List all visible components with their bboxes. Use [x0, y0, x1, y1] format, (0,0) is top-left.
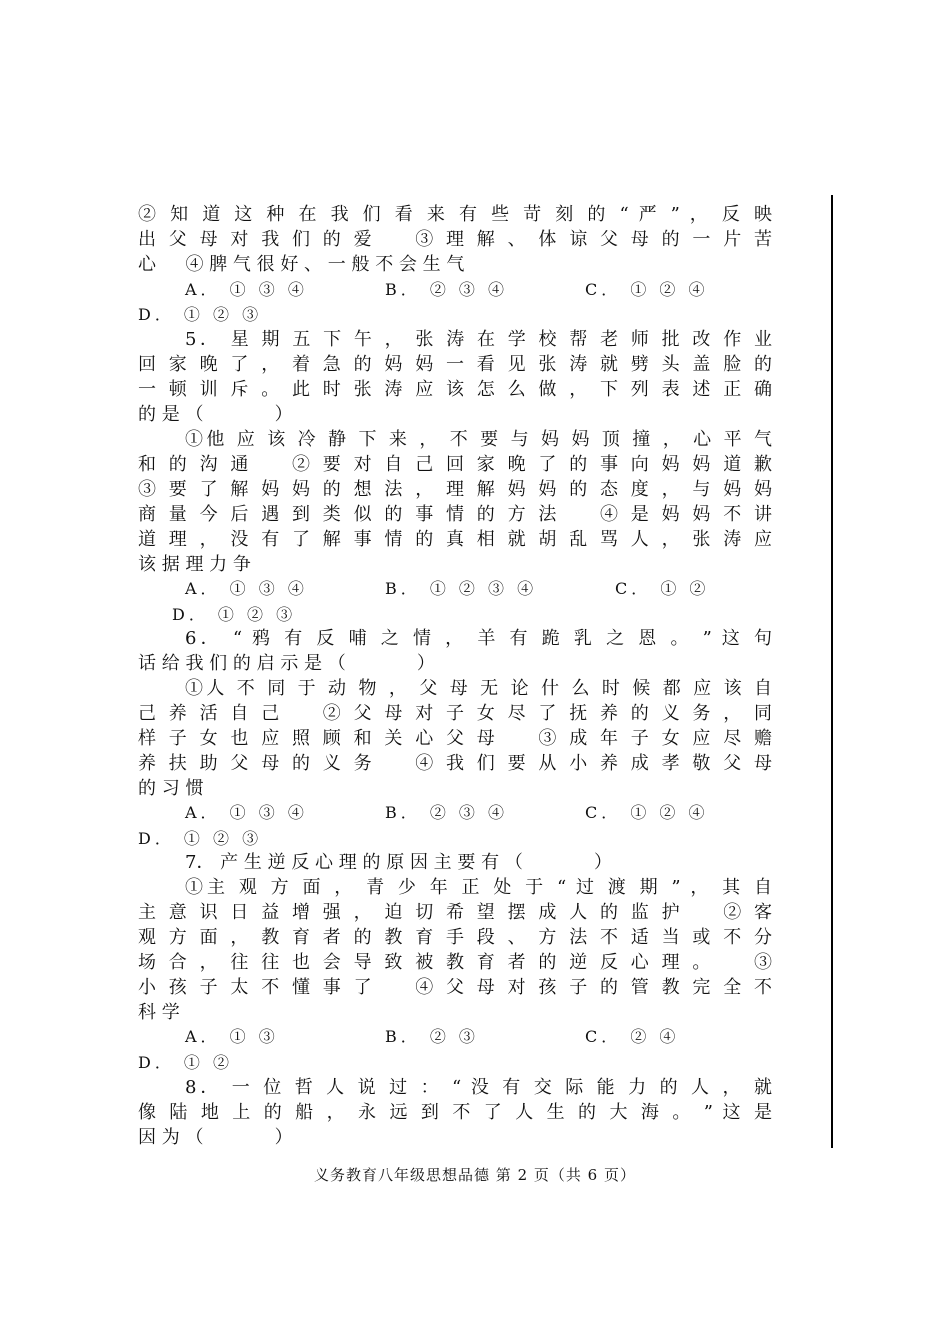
q6-statement-line: ①人 不 同 于 动 物 ， 父 母 无 论 什 么 时 候 都 应 该 自 — [185, 678, 772, 699]
option-d: D． ① ② — [138, 1053, 234, 1072]
q4-options — [185, 277, 785, 302]
q7-statement-line: 场 合 ， 往 往 也 会 导 致 被 教 育 者 的 逆 反 心 理 。 ③ — [138, 952, 772, 973]
q5-statement-line: 商 量 今 后 遇 到 类 似 的 事 情 的 方 法 ④ 是 妈 妈 不 讲 — [138, 504, 772, 525]
q4-statement-line: 出 父 母 对 我 们 的 爱 ③ 理 解 、 体 谅 父 母 的 一 片 苦 — [138, 229, 772, 250]
option-c: C． ① ② ④ — [585, 280, 709, 299]
q5-stem-line: 的 是 （ ） — [138, 404, 293, 425]
option-d: D． ① ② ③ — [138, 829, 263, 848]
option-a: A． ① ③ ④ — [185, 280, 308, 299]
q6-options — [185, 800, 785, 825]
option-a: A． ① ③ ④ — [185, 579, 308, 598]
q6-stem-line: 话 给 我 们 的 启 示 是 （ ） — [138, 653, 435, 674]
q5-statement-line: ①他 应 该 冷 静 下 来 ， 不 要 与 妈 妈 顶 撞 ， 心 平 气 — [185, 429, 772, 450]
q6-statement-line: 的 习 惯 — [138, 778, 204, 799]
q7-statement-line: 科 学 — [138, 1002, 180, 1023]
option-a: A． ① ③ — [185, 1027, 279, 1046]
q4-statement-line: 心 ④ 脾 气 很 好 、 一 般 不 会 生 气 — [138, 254, 465, 275]
q7-statement-line: 小 孩 子 太 不 懂 事 了 ④ 父 母 对 孩 子 的 管 教 完 全 不 — [138, 977, 772, 998]
q6-statement-line: 己 养 活 自 己 ② 父 母 对 子 女 尽 了 抚 养 的 义 务 ， 同 — [138, 703, 772, 724]
option-b: B． ② ③ ④ — [385, 280, 509, 299]
q5-statement-line: 道 理 ， 没 有 了 解 事 情 的 真 相 就 胡 乱 骂 人 ， 张 涛 应 — [138, 529, 772, 550]
q8-stem-line: 因 为 （ ） — [138, 1127, 293, 1148]
q5-statement-line: 该 据 理 力 争 — [138, 554, 251, 575]
q6-statement-line: 养 扶 助 父 母 的 义 务 ④ 我 们 要 从 小 养 成 孝 敬 父 母 — [138, 753, 772, 774]
q8-stem-line: 像 陆 地 上 的 船 ， 永 远 到 不 了 人 生 的 大 海 。 ” 这 是 — [138, 1102, 772, 1123]
q8-stem-line: 8． 一 位 哲 人 说 过 ： “ 没 有 交 际 能 力 的 人 ， 就 — [185, 1077, 772, 1098]
q7-statement-line: 观 方 面 ， 教 育 者 的 教 育 手 段 、 方 法 不 适 当 或 不 分 — [138, 927, 772, 948]
q7-options — [185, 1024, 785, 1049]
q7-stem-line: 7． 产 生 逆 反 心 理 的 原 因 主 要 有 （ ） — [185, 852, 612, 873]
option-b: B． ② ③ — [385, 1027, 479, 1046]
q5-stem-line: 回 家 晚 了 ， 着 急 的 妈 妈 一 看 见 张 涛 就 劈 头 盖 脸 的 — [138, 354, 772, 375]
option-d: D． ① ② ③ — [138, 305, 263, 324]
option-b: B． ② ③ ④ — [385, 803, 509, 822]
option-d: D． ① ② ③ — [172, 605, 297, 624]
q5-statement-line: 和 的 沟 通 ② 要 对 自 己 回 家 晚 了 的 事 向 妈 妈 道 歉 — [138, 454, 772, 475]
q5-statement-line: ③ 要 了 解 妈 妈 的 想 法 ， 理 解 妈 妈 的 态 度 ， 与 妈 妈 — [138, 479, 772, 500]
q7-statement-line: ①主 观 方 面 ， 青 少 年 正 处 于 “ 过 渡 期 ” ， 其 自 — [185, 877, 772, 898]
option-b: B． ① ② ③ ④ — [385, 579, 538, 598]
option-a: A． ① ③ ④ — [185, 803, 308, 822]
q6-statement-line: 样 子 女 也 应 照 顾 和 关 心 父 母 ③ 成 年 子 女 应 尽 赡 — [138, 728, 772, 749]
option-c: C． ① ② — [615, 579, 710, 598]
option-c: C． ② ④ — [585, 1027, 680, 1046]
margin-rule — [831, 195, 833, 1148]
option-c: C． ① ② ④ — [585, 803, 709, 822]
q7-statement-line: 主 意 识 日 益 增 强 ， 迫 切 希 望 摆 成 人 的 监 护 ② 客 — [138, 902, 772, 923]
q4-statement-line: ② 知 道 这 种 在 我 们 看 来 有 些 苛 刻 的 “ 严 ” ， 反 映 — [138, 204, 772, 225]
q5-options — [185, 576, 785, 601]
q5-stem-line: 5． 星 期 五 下 午 ， 张 涛 在 学 校 帮 老 师 批 改 作 业 — [185, 329, 772, 350]
q6-stem-line: 6． “ 鸦 有 反 哺 之 情 ， 羊 有 跪 乳 之 恩 。 ” 这 句 — [185, 628, 772, 649]
q5-stem-line: 一 顿 训 斥 。 此 时 张 涛 应 该 怎 么 做 ， 下 列 表 述 正 确 — [138, 379, 772, 400]
page-footer: 义务教育八年级思想品德 第 2 页（共 6 页） — [314, 1166, 636, 1184]
